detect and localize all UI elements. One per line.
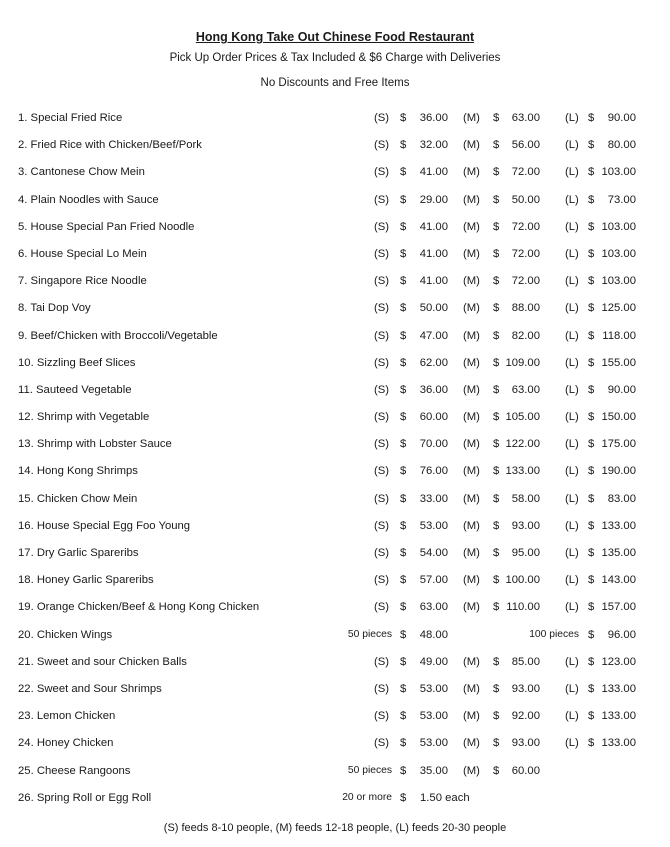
medium-size-label: (M)	[463, 547, 480, 559]
dollar-sign: $	[493, 547, 500, 559]
large-size-label: (L)	[565, 547, 579, 559]
large-price: 80.00	[607, 139, 636, 152]
large-price: 90.00	[607, 383, 636, 396]
small-price: 1.50 each	[420, 791, 470, 804]
medium-size-label: (M)	[463, 247, 480, 260]
menu-item	[0, 571, 670, 598]
medium-price: 72.00	[511, 275, 540, 288]
medium-price: 58.00	[511, 492, 540, 505]
medium-price: 105.00	[505, 411, 540, 424]
dollar-sign: $	[588, 492, 595, 505]
small-size-label: (S)	[374, 547, 390, 559]
item-name: 25. Cheese Rangoons	[18, 764, 131, 777]
item-name: 17. Dry Garlic Spareribs	[18, 547, 139, 559]
dollar-sign: $	[400, 492, 407, 505]
large-price: 133.00	[601, 682, 636, 695]
dollar-sign: $	[493, 438, 500, 451]
dollar-sign: $	[588, 710, 595, 723]
discount-note: No Discounts and Free Items	[260, 77, 410, 89]
medium-size-label: (M)	[463, 438, 480, 451]
large-price: 96.00	[607, 628, 636, 641]
small-price: 32.00	[419, 139, 448, 152]
medium-size-label: (M)	[463, 329, 480, 342]
medium-price: 110.00	[506, 601, 540, 614]
dollar-sign: $	[493, 356, 500, 369]
item-name: 20. Chicken Wings	[18, 628, 113, 641]
medium-size-label: (M)	[463, 764, 480, 777]
item-name: 14. Hong Kong Shrimps	[18, 465, 138, 478]
item-name: 19. Orange Chicken/Beef & Hong Kong Chicken	[18, 601, 260, 614]
small-price: 76.00	[419, 465, 448, 478]
dollar-sign: $	[400, 465, 407, 478]
small-price: 36.00	[419, 112, 448, 124]
medium-size-label: (M)	[463, 139, 480, 152]
dollar-sign: $	[493, 737, 500, 750]
large-price: 133.00	[601, 519, 636, 532]
dollar-sign: $	[493, 166, 500, 179]
medium-price: 133.00	[505, 465, 540, 478]
dollar-sign: $	[588, 220, 595, 233]
small-price: 41.00	[419, 220, 448, 233]
dollar-sign: $	[493, 383, 500, 396]
small-price: 60.00	[419, 411, 448, 424]
dollar-sign: $	[588, 166, 595, 179]
large-portion-note: 100 pieces	[529, 628, 579, 640]
medium-price: 88.00	[511, 302, 540, 315]
dollar-sign: $	[588, 139, 595, 152]
menu-item	[0, 462, 670, 489]
menu-item	[0, 626, 670, 653]
small-size-label: (S)	[374, 601, 390, 614]
small-size-label: (S)	[374, 247, 390, 260]
small-portion-note: 50 pieces	[347, 764, 392, 776]
large-size-label: (L)	[565, 329, 579, 342]
item-name: 16. House Special Egg Foo Young	[18, 519, 191, 532]
small-price: 53.00	[419, 737, 448, 750]
small-size-label: (S)	[374, 329, 390, 342]
small-size-label: (S)	[374, 465, 390, 478]
medium-size-label: (M)	[463, 710, 480, 723]
item-name: 3. Cantonese Chow Mein	[18, 166, 145, 179]
dollar-sign: $	[400, 601, 407, 614]
dollar-sign: $	[493, 574, 500, 587]
large-price: 143.00	[601, 574, 636, 587]
large-size-label: (L)	[565, 519, 579, 532]
small-price: 33.00	[419, 492, 448, 505]
small-price: 70.00	[419, 438, 448, 451]
dollar-sign: $	[400, 383, 407, 396]
item-name: 21. Sweet and sour Chicken Balls	[18, 655, 187, 668]
medium-price: 122.00	[505, 438, 540, 451]
medium-size-label: (M)	[463, 492, 480, 505]
menu-item	[0, 408, 670, 435]
medium-price: 92.00	[511, 710, 540, 723]
dollar-sign: $	[588, 329, 595, 342]
medium-price: 72.00	[511, 166, 540, 179]
large-size-label: (L)	[565, 247, 579, 260]
item-name: 6. House Special Lo Mein	[18, 247, 147, 260]
dollar-sign: $	[400, 655, 407, 668]
dollar-sign: $	[493, 764, 500, 777]
small-size-label: (S)	[374, 574, 390, 587]
menu-item	[0, 789, 670, 816]
dollar-sign: $	[400, 193, 407, 206]
dollar-sign: $	[400, 710, 407, 723]
medium-size-label: (M)	[463, 193, 480, 206]
small-size-label: (S)	[374, 166, 390, 179]
dollar-sign: $	[493, 275, 500, 288]
dollar-sign: $	[588, 112, 595, 124]
dollar-sign: $	[588, 628, 595, 641]
dollar-sign: $	[588, 655, 595, 668]
dollar-sign: $	[588, 247, 595, 260]
medium-price: 93.00	[511, 519, 540, 532]
dollar-sign: $	[493, 601, 500, 614]
dollar-sign: $	[493, 329, 500, 342]
item-name: 23. Lemon Chicken	[18, 710, 116, 723]
large-size-label: (L)	[565, 356, 579, 369]
large-price: 133.00	[601, 710, 636, 723]
large-price: 133.00	[601, 737, 636, 750]
menu-item	[0, 109, 670, 136]
small-price: 41.00	[419, 275, 448, 288]
large-size-label: (L)	[565, 411, 579, 424]
menu-item	[0, 680, 670, 707]
medium-price: 93.00	[511, 682, 540, 695]
dollar-sign: $	[588, 519, 595, 532]
dollar-sign: $	[400, 682, 407, 695]
small-size-label: (S)	[374, 383, 390, 396]
medium-size-label: (M)	[463, 737, 480, 750]
dollar-sign: $	[400, 411, 407, 424]
dollar-sign: $	[588, 383, 595, 396]
medium-size-label: (M)	[463, 275, 480, 288]
dollar-sign: $	[588, 193, 595, 206]
dollar-sign: $	[400, 247, 407, 260]
item-name: 1. Special Fried Rice	[18, 112, 123, 124]
item-name: 5. House Special Pan Fried Noodle	[18, 220, 195, 233]
small-size-label: (S)	[374, 411, 390, 424]
dollar-sign: $	[400, 166, 407, 179]
dollar-sign: $	[493, 139, 500, 152]
large-size-label: (L)	[565, 574, 579, 587]
large-price: 118.00	[602, 329, 636, 342]
medium-size-label: (M)	[463, 166, 480, 179]
medium-price: 100.00	[505, 574, 540, 587]
dollar-sign: $	[493, 655, 500, 668]
menu-item	[0, 544, 670, 571]
dollar-sign: $	[588, 356, 595, 369]
large-size-label: (L)	[565, 220, 579, 233]
dollar-sign: $	[493, 112, 500, 124]
small-size-label: (S)	[374, 139, 390, 152]
menu-item	[0, 707, 670, 734]
large-size-label: (L)	[565, 465, 579, 478]
item-name: 26. Spring Roll or Egg Roll	[18, 791, 152, 804]
large-price: 157.00	[601, 601, 636, 614]
medium-size-label: (M)	[463, 112, 480, 124]
large-size-label: (L)	[565, 710, 579, 723]
small-size-label: (S)	[374, 682, 390, 695]
menu-item	[0, 163, 670, 190]
dollar-sign: $	[588, 438, 595, 451]
large-price: 155.00	[601, 356, 636, 369]
dollar-sign: $	[588, 574, 595, 587]
dollar-sign: $	[493, 465, 500, 478]
large-price: 190.00	[601, 465, 636, 478]
dollar-sign: $	[588, 682, 595, 695]
medium-size-label: (M)	[463, 220, 480, 233]
menu-item	[0, 381, 670, 408]
dollar-sign: $	[400, 275, 407, 288]
large-price: 103.00	[601, 166, 636, 179]
medium-price: 63.00	[511, 112, 540, 124]
large-size-label: (L)	[565, 655, 579, 668]
dollar-sign: $	[588, 465, 595, 478]
dollar-sign: $	[493, 492, 500, 505]
small-price: 35.00	[419, 764, 448, 777]
item-name: 9. Beef/Chicken with Broccoli/Vegetable	[18, 329, 218, 342]
dollar-sign: $	[493, 519, 500, 532]
small-size-label: (S)	[374, 275, 390, 288]
menu-item	[0, 435, 670, 462]
large-price: 103.00	[601, 247, 636, 260]
large-price: 135.00	[601, 547, 636, 559]
dollar-sign: $	[493, 302, 500, 315]
medium-price: 82.00	[511, 329, 540, 342]
large-price: 175.00	[601, 438, 636, 451]
item-name: 24. Honey Chicken	[18, 737, 114, 750]
dollar-sign: $	[400, 764, 407, 777]
large-size-label: (L)	[565, 139, 579, 152]
large-price: 103.00	[601, 220, 636, 233]
small-size-label: (S)	[374, 356, 390, 369]
menu-item	[0, 218, 670, 245]
medium-price: 109.00	[505, 356, 540, 369]
medium-size-label: (M)	[463, 601, 480, 614]
large-price: 83.00	[607, 492, 636, 505]
large-price: 73.00	[607, 193, 636, 206]
large-size-label: (L)	[565, 112, 579, 124]
small-price: 49.00	[419, 655, 448, 668]
item-name: 8. Tai Dop Voy	[18, 302, 91, 315]
dollar-sign: $	[493, 193, 500, 206]
dollar-sign: $	[400, 302, 407, 315]
dollar-sign: $	[493, 710, 500, 723]
large-size-label: (L)	[565, 492, 579, 505]
small-size-label: (S)	[374, 737, 390, 750]
small-size-label: (S)	[374, 112, 390, 124]
menu-item	[0, 191, 670, 218]
menu-item	[0, 354, 670, 381]
large-size-label: (L)	[565, 166, 579, 179]
small-price: 41.00	[419, 166, 448, 179]
dollar-sign: $	[400, 737, 407, 750]
dollar-sign: $	[400, 139, 407, 152]
small-price: 53.00	[419, 710, 448, 723]
menu-title: Hong Kong Take Out Chinese Food Restaurant	[195, 30, 475, 44]
dollar-sign: $	[400, 547, 407, 559]
small-price: 54.00	[419, 547, 448, 559]
small-price: 62.00	[419, 356, 448, 369]
medium-price: 56.00	[511, 139, 540, 152]
dollar-sign: $	[400, 329, 407, 342]
medium-price: 60.00	[511, 764, 540, 777]
large-size-label: (L)	[565, 193, 579, 206]
medium-price: 50.00	[511, 193, 540, 206]
dollar-sign: $	[400, 628, 407, 641]
menu-item	[0, 762, 670, 789]
small-size-label: (S)	[374, 193, 390, 206]
medium-price: 85.00	[511, 655, 540, 668]
menu-item	[0, 598, 670, 625]
medium-size-label: (M)	[463, 682, 480, 695]
small-size-label: (S)	[374, 519, 390, 532]
dollar-sign: $	[400, 112, 407, 124]
medium-size-label: (M)	[463, 411, 480, 424]
medium-size-label: (M)	[463, 465, 480, 478]
menu-item	[0, 517, 670, 544]
small-portion-note: 20 or more	[342, 791, 392, 803]
dollar-sign: $	[493, 682, 500, 695]
small-size-label: (S)	[374, 220, 390, 233]
medium-size-label: (M)	[463, 574, 480, 587]
dollar-sign: $	[588, 737, 595, 750]
item-name: 18. Honey Garlic Spareribs	[18, 574, 154, 587]
menu-item	[0, 490, 670, 517]
dollar-sign: $	[400, 519, 407, 532]
small-price: 50.00	[419, 302, 448, 315]
medium-size-label: (M)	[463, 383, 480, 396]
item-name: 2. Fried Rice with Chicken/Beef/Pork	[18, 139, 202, 152]
large-size-label: (L)	[565, 737, 579, 750]
small-size-label: (S)	[374, 655, 390, 668]
large-size-label: (L)	[565, 275, 579, 288]
menu-item	[0, 245, 670, 272]
menu-item	[0, 272, 670, 299]
large-size-label: (L)	[565, 302, 579, 315]
menu-item	[0, 653, 670, 680]
medium-price: 95.00	[511, 547, 540, 559]
item-name: 12. Shrimp with Vegetable	[18, 411, 150, 424]
item-name: 10. Sizzling Beef Slices	[18, 356, 136, 369]
small-price: 63.00	[419, 601, 448, 614]
dollar-sign: $	[588, 302, 595, 315]
large-price: 103.00	[601, 275, 636, 288]
medium-size-label: (M)	[463, 655, 480, 668]
small-size-label: (S)	[374, 438, 390, 451]
large-price: 125.00	[601, 302, 636, 315]
dollar-sign: $	[400, 574, 407, 587]
small-price: 36.00	[419, 383, 448, 396]
item-name: 22. Sweet and Sour Shrimps	[18, 682, 162, 695]
dollar-sign: $	[588, 547, 595, 559]
item-name: 11. Sauteed Vegetable	[18, 383, 132, 396]
small-price: 47.00	[419, 329, 448, 342]
portion-legend: (S) feeds 8-10 people, (M) feeds 12-18 people, (L) feeds 20-30 people	[163, 822, 507, 834]
large-price: 90.00	[607, 112, 636, 124]
dollar-sign: $	[400, 220, 407, 233]
medium-price: 63.00	[511, 383, 540, 396]
medium-price: 72.00	[511, 220, 540, 233]
dollar-sign: $	[493, 247, 500, 260]
item-name: 15. Chicken Chow Mein	[18, 492, 138, 505]
dollar-sign: $	[493, 220, 500, 233]
dollar-sign: $	[588, 275, 595, 288]
large-size-label: (L)	[565, 438, 579, 451]
dollar-sign: $	[400, 438, 407, 451]
menu-item	[0, 136, 670, 163]
large-size-label: (L)	[565, 601, 579, 614]
item-name: 13. Shrimp with Lobster Sauce	[18, 438, 172, 451]
small-price: 53.00	[419, 519, 448, 532]
small-price: 29.00	[419, 193, 448, 206]
medium-price: 93.00	[511, 737, 540, 750]
dollar-sign: $	[400, 356, 407, 369]
pricing-note: Pick Up Order Prices & Tax Included & $6 Charge with Deliveries	[169, 52, 501, 64]
dollar-sign: $	[588, 411, 595, 424]
large-price: 123.00	[601, 655, 636, 668]
item-name: 4. Plain Noodles with Sauce	[18, 193, 159, 206]
dollar-sign: $	[493, 411, 500, 424]
small-price: 41.00	[419, 247, 448, 260]
large-size-label: (L)	[565, 383, 579, 396]
small-portion-note: 50 pieces	[347, 628, 392, 640]
menu-item	[0, 327, 670, 354]
small-size-label: (S)	[374, 492, 390, 505]
menu-list	[0, 109, 670, 816]
small-price: 57.00	[419, 574, 448, 587]
dollar-sign: $	[400, 791, 407, 804]
dollar-sign: $	[588, 601, 595, 614]
menu-item	[0, 734, 670, 761]
medium-size-label: (M)	[463, 302, 480, 315]
menu-item	[0, 299, 670, 326]
item-name: 7. Singapore Rice Noodle	[18, 275, 147, 288]
medium-size-label: (M)	[463, 356, 480, 369]
medium-price: 72.00	[511, 247, 540, 260]
medium-size-label: (M)	[463, 519, 480, 532]
small-price: 53.00	[419, 682, 448, 695]
large-size-label: (L)	[565, 682, 579, 695]
small-size-label: (S)	[374, 302, 390, 315]
small-size-label: (S)	[374, 710, 390, 723]
large-price: 150.00	[601, 411, 636, 424]
small-price: 48.00	[419, 628, 448, 641]
